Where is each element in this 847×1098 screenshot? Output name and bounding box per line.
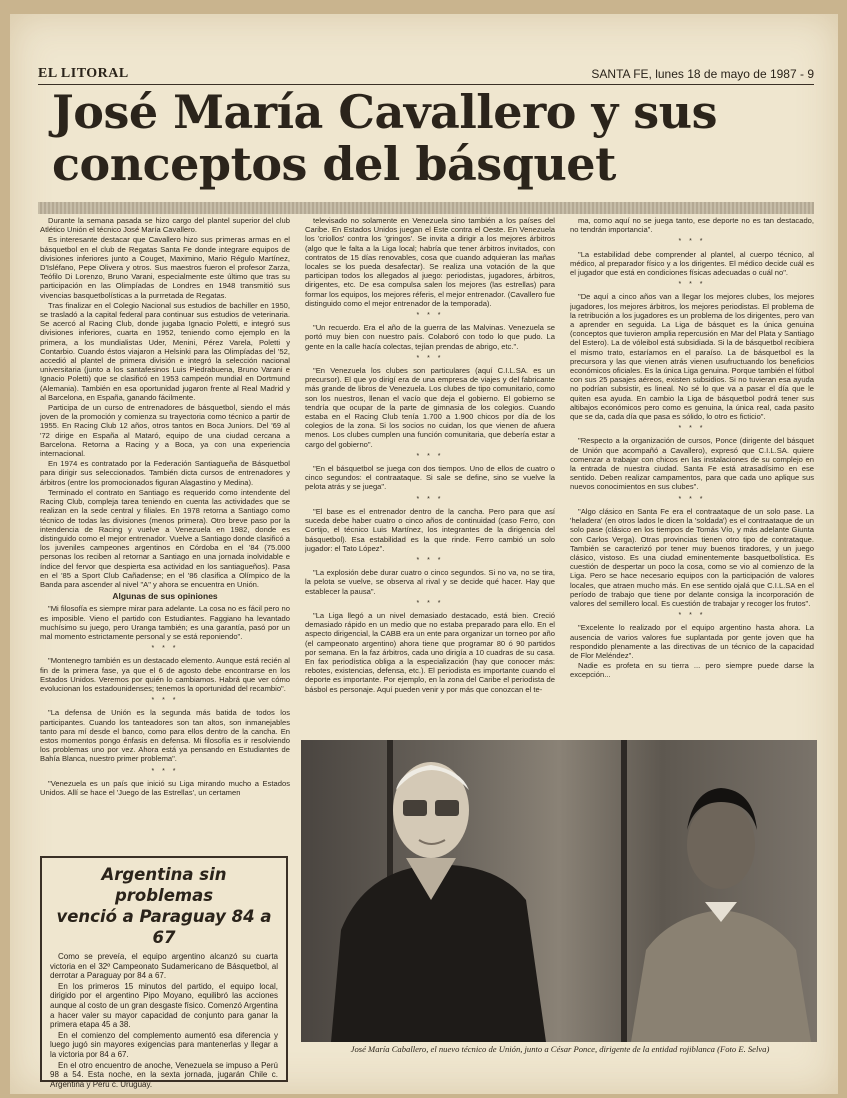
man-with-glasses-figure xyxy=(331,762,546,1042)
paragraph: Es interesante destacar que Cavallero hizo sus primeras armas en el básquetbol en el club de Regatas Santa Fe donde integrare equipos de divisiones inferiores junto a Couget, Maximino, Mario Régulo Martínez, D'Isléfano, Pepe Olivera y otros. Sus maestros fueron el profesor Zarza, Teófilo Di Lorenzo, Bruno Varani, especialmente este último que tras su participación en las Olimpíadas de Londres en 1948 transmitió sus vivencias basquetbolísticas a la purrretada de Regatas. xyxy=(40,235,290,300)
photo-caption: José María Caballero, el nuevo técnico de Unión, junto a César Ponce, dirigente de la entidad rojiblanca (Foto E. Selva) xyxy=(350,1044,770,1054)
separator: * * * xyxy=(678,425,706,433)
paragraph: "Respecto a la organización de cursos, Ponce (dirigente del básquet de Unión que acompañó a Cavallero), expresó que C.I.L.SA. quiere comenzar a trabajar con chicos en las instalaciones de su complejo en la entrada de nuestra ciudad. Santa Fe está atrasadísimo en ese sentido. Deben realizar campamentos, para que cada uno aplique sus nuevos conocimientos en sus clubes". xyxy=(570,436,814,492)
paragraph: "Algo clásico en Santa Fe era el contraataque de un solo pase. La 'heladera' (en otros lados le dicen la 'soldada') es el contraataque de un solo pase (clásico en los tiempos de Tomás Vío, y más adelante Giunta con Carlos Verga). Otras provincias tienen otro tipo de contrataque. También se caracterizó por tener muy buenos tiradores, y un juego clásico, vistoso. Es una ciudad eminentemente basquetbolística. Es cuestión de despertar un poco la cosa, como se vio al comienzo de la Liga. Pero se hace necesario equipos con la participación de valores locales, que atraen mucho más. En ese sentido ojalá que C.I.L.SA en el período de trabajo que tiene por delante consiga la incorporación de valores del semillero local. Es cuestión de trabajar y recoger los frutos". xyxy=(570,506,814,608)
separator: * * * xyxy=(678,238,706,246)
paragraph: ma, como aquí no se juega tanto, ese deporte no es tan destacado, no tendrán importancia". xyxy=(570,216,814,235)
sidebar-story-box xyxy=(40,856,288,1089)
separator: * * * xyxy=(678,281,706,289)
newspaper-name: EL LITORAL xyxy=(38,66,129,81)
separator: * * * xyxy=(678,612,706,620)
separator: * * * xyxy=(151,645,179,653)
newspaper-page xyxy=(10,14,838,1094)
sidebar-title-line: venció a Paraguay 84 a 67 xyxy=(56,907,272,947)
paragraph: "En Venezuela los clubes son particulares (aquí C.I.L.SA. es un precursor). El que yo dirigí era de una empresa de viajes y del fabricante más grande de libros de Venezuela. Los clubes de tipo comunitario, como son los nuestros, llenan el vacío que deja el gobierno. El gobierno se tendría que ocupar de la parte de gimnasia de los colegios. Cuando estaba en el Racing Club tenía 1.700 a 1.900 chicos por día de los colegios de la zona. Si los socios no cuidan, los que vienen de afuera menos. Los clubes cumplen una función comunitaria, que debería estar a cargo del gobierno". xyxy=(305,366,555,449)
paragraph: Tras finalizar en el Colegio Nacional sus estudios de bachiller en 1950, se trasladó a la capital federal para continuar sus estudios de veterinaria. Se acercó al Racing Club, donde jugaba Ignacio Poletti, e integró sus divisiones inferiores, cuarta en 1952, teniendo como ejemplo en la primera, a los mundialistas Uder, Menini, Pérez Varela, Poletti y Contarbio. Cuando éstos viajaron a Helsinki para las Olimpíadas del '52, accedió al plantel de primera división e integró la selección nacional universitaria (junto a los santafesinos Luis Piedrabuena, Bruno Varani e Ignacio Poletti) que se clasificó en 1953 campeón mundial en Dortmund (Alemania). También en esa oportunidad jugaron frente al Real Madrid y al Barcelona, en España, ganando fácilmente. xyxy=(40,300,290,402)
paragraph: "Un recuerdo. Era el año de la guerra de las Malvinas. Venezuela se portó muy bien con nuestro país. Colaboró con todo lo que pudo. La gente en la calle hacía colectas, tejían prendas de abrigo, etc.". xyxy=(305,323,555,351)
paragraph: Participa de un curso de entrenadores de básquetbol, siendo el más joven de la promoción y comienza su trayectoria como técnico a partir de 1955. En Racing Club 12 años, otros tantos en Boca Juniors. Del '69 al '72 dirige en España al Mataró, equipo de una ciudad cercana a Barcelona. Retorna a Racing y a Boca, ya con una experiencia internacional. xyxy=(40,403,290,459)
paragraph: "En el básquetbol se juega con dos tiempos. Uno de ellos de cuatro o cinco segundos: el contraataque. Si sale se define, sino se vuelve la pelota atrás y se juega". xyxy=(305,464,555,492)
paragraph: "La explosión debe durar cuatro o cinco segundos. Si no va, no se tira, la pelota se vuelve, se observa al rival y se decide qué hacer. Hay que establecer la pausa". xyxy=(305,568,555,596)
paragraph: En los primeros 15 minutos del partido, el equipo local, dirigido por el argentino Pipo Moyano, equilibró las acciones aunque al costo de un gran desgaste físico. Comenzó Argentina a hacer valer su mayor capacidad de conjunto para ganar la primera etapa 45 a 38. xyxy=(50,981,278,1030)
man-in-sweater-figure xyxy=(631,788,811,1042)
sidebar-title-line: Argentina sin problemas xyxy=(101,865,227,905)
paragraph: "Montenegro también es un destacado elemento. Aunque está recién al fin de la primera fase, ya que el 6 de agosto debe encontrarse en los Estados Unidos. Veremos por quién lo cambiamos. Habrá que ver cómo evolucionan los estadounidenses; tenemos la oportunidad del recambio". xyxy=(40,656,290,693)
separator: * * * xyxy=(416,599,444,607)
paragraph: "La defensa de Unión es la segunda más batida de todos los participantes. Cuando los tanteadores son tan altos, son inmanejables tanto para mí desde el banco, como para ellos dentro de la cancha. En estos momentos pongo énfasis en defensa. Mi filosofía es ir resolviendo los problemas uno por vez. Ahora está ya pensando en Estudiantes de Bahía Blanca, nuestro primer problema". xyxy=(40,708,290,764)
separator: * * * xyxy=(416,495,444,503)
paragraph: En 1974 es contratado por la Federación Santiagueña de Básquetbol para dirigir sus seleccionados. También dicta cursos de entrenadores y árbitros (entre los promocionados figuran Alagastino y Medina). xyxy=(40,459,290,487)
sidebar-story-body xyxy=(50,952,278,1089)
paragraph: "De aquí a cinco años van a llegar los mejores clubes, los mejores jugadores, los mejores árbitros, los mejores periodistas. El problema de la retribución a los jugadores es un problema de los dirigentes, pero van a aprender en seguida. La Liga de básquet es la única genuina (conceptos que tuvieron amplia repercusión en Mar del Plata y Santiago del Estero). La de vóleibol está subsidiada. Si la de básquetbol recibiera el mismo trato, estaríamos en el paraíso. La de básquetbol es la precursora y las que vienen atrás vienen usufructuando los beneficios económicos oficiales. Es la única Liga genuina. Porque también el fútbol con sus 25 pasajes aéreos, existen subsidios. Si no tuvieran esa ayuda no podrían subsistir, es lineal. No sé lo que va a pasar el día que le quiten esa ayuda. En cambio la Liga de básquetbol podrá tener sus altibajos económicos pero como es genuina, la única real, cada pasito que se da, cada día que pasa es sólido, lo otro es ficticio". xyxy=(570,292,814,422)
paragraph: "La Liga llegó a un nivel demasiado destacado, está bien. Creció demasiado rápido en un medio que no estaba preparado para ello. En el aspecto dirigencial, la CABB era un ente para organizar un torneo por año (el campeonato argentino) ahora tiene que programar 80 ó 90 partidos por semana. En la faz árbitros, cada uno dirigía a 10 cuadras de su casa. En fax periodística obliga a la especialización (hay que conocer más: rebotes, existencias, defensa, etc.). El periodista es importante cuando el deporte es importante. Por ejemplo, en la zona del Caribe el periodista de básbol es personaje. Aquí pueden venir y por más que conozcan el te- xyxy=(305,610,555,694)
separator: * * * xyxy=(416,354,444,362)
separator: * * * xyxy=(151,767,179,775)
article-column-2 xyxy=(305,216,555,776)
sidebar-story-title xyxy=(50,864,278,948)
photo-figures xyxy=(301,740,817,1042)
paragraph: "El base es el entrenador dentro de la cancha. Pero para que así suceda debe haber cuatro o cinco años de continuidad (caso Ferro, con Cortijo, el técnico Luis Martínez, los integrantes de la dirigencia del básquetbol). Esa estabilidad es la que rinde. Ferro cambió un solo jugador: el Tato López". xyxy=(305,506,555,553)
paragraph: "La estabilidad debe comprender al plantel, al cuerpo técnico, al médico, al preparador físico y a los dirigentes. El médico decide cuál es el jugador que está en condiciones físicas adecuadas o cuál no". xyxy=(570,249,814,278)
paragraph: Como se preveía, el equipo argentino alcanzó su cuarta victoria en el 32º Campeonato Sudamericano de Básquetbol, al derrotar a Paraguay por 84 a 67. xyxy=(50,952,278,981)
separator: * * * xyxy=(151,697,179,705)
separator: * * * xyxy=(678,495,706,503)
paragraph: "Mi filosofía es siempre mirar para adelante. La cosa no es fácil pero no es imposible. Vieno el partido con Estudiantes. Faggiano ha levantado muchísimo su juego, pero Uranga también; es una garantía, pasó por un mal momento estrictamente personal y se está reponiendo". xyxy=(40,604,290,641)
paragraph: Terminado el contrato en Santiago es requerido como intendente del Racing Club, compleja tarea teniendo en cuenta las actividades que se realizan en la sede central y filiales. En 1978 retorna a Santiago como técnico de todas las divisiones (menos primera). Otro breve paso por la intendencia de Racing y vuelve a Venezuela en 1982, donde es distinguido como el mejor entrenador. Vuelve a Santiago donde clasificó a los juveniles campeones argentinos en Córdoba en el '84 (75.000 personas los reciben al retornar a Santiago en una jornada inolvidable e índice del fervor que despierta esa actividad en los santiagueños). Pasa en el '85 a Sport Club Cañadense; en el '86 clasifica a Olímpico de la Banda para ascender al nivel "A" y ahora se encuentra en Unión. xyxy=(40,487,290,589)
paragraph: "Excelente lo realizado por el equipo argentino hasta ahora. La ausencia de varios valores fue suplantada por gente joven que ha respondido plenamente a las directivas de un técnico de la capacidad de Flor Meléndez". xyxy=(570,623,814,660)
separator: * * * xyxy=(416,556,444,564)
article-column-3 xyxy=(570,216,814,756)
decorative-rule xyxy=(38,202,814,214)
separator: * * * xyxy=(416,312,444,320)
dateline: SANTA FE, lunes 18 de mayo de 1987 - 9 xyxy=(591,67,814,81)
paragraph: En el comienzo del complemento aumentó esa diferencia y luego jugó sin mayores exigencias para mantenerlas y llegar a la victoria por 84 a 67. xyxy=(50,1030,278,1059)
headline: José María Cavallero y sus conceptos del básquet xyxy=(52,85,717,191)
paragraph: Nadie es profeta en su tierra ... pero siempre puede darse la excepción... xyxy=(570,661,814,680)
masthead xyxy=(38,66,814,85)
article-column-1 xyxy=(40,216,290,856)
separator: * * * xyxy=(416,452,444,460)
news-photo xyxy=(301,740,817,1042)
paragraph: En el otro encuentro de anoche, Venezuela se impuso a Perú 98 a 54. Esta noche, en la sexta jornada, jugarán Chile c. Argentina y Perú c. Uruguay. xyxy=(50,1060,278,1089)
paragraph: televisado no solamente en Venezuela sino también a los países del Caribe. En Estados Unidos juegan el Este contra el Oeste. En Venezuela los 'criollos' contra los 'gringos'. Se invita a dirigir a los mejores árbitros (algo que le falta a la Liga local; habría que tener árbitros invitados, con contratos de 15 días renovables, cosa que cuando adquieran las mañas locales se los pueda desafectar). Se realiza una votación de la que participan todos los allegados al juego: periodistas, jugadores, árbitros, dirigentes, etc. De esa compulsa salen los mejores (las estrellas) para formar los equipos, los mejores réferis, el mejor entrenador. (Cavallero fue distinguido como el mejor entrenador de la temporada). xyxy=(305,216,555,308)
paragraph: "Venezuela es un país que inició su Liga mirando mucho a Estados Unidos. Allí se hace el 'Juego de las Estrellas', un certamen xyxy=(40,778,290,797)
subheading: Algunas de sus opiniones xyxy=(112,591,218,602)
paragraph: Durante la semana pasada se hizo cargo del plantel superior del club Atlético Unión el técnico José María Cavallero. xyxy=(40,216,290,235)
